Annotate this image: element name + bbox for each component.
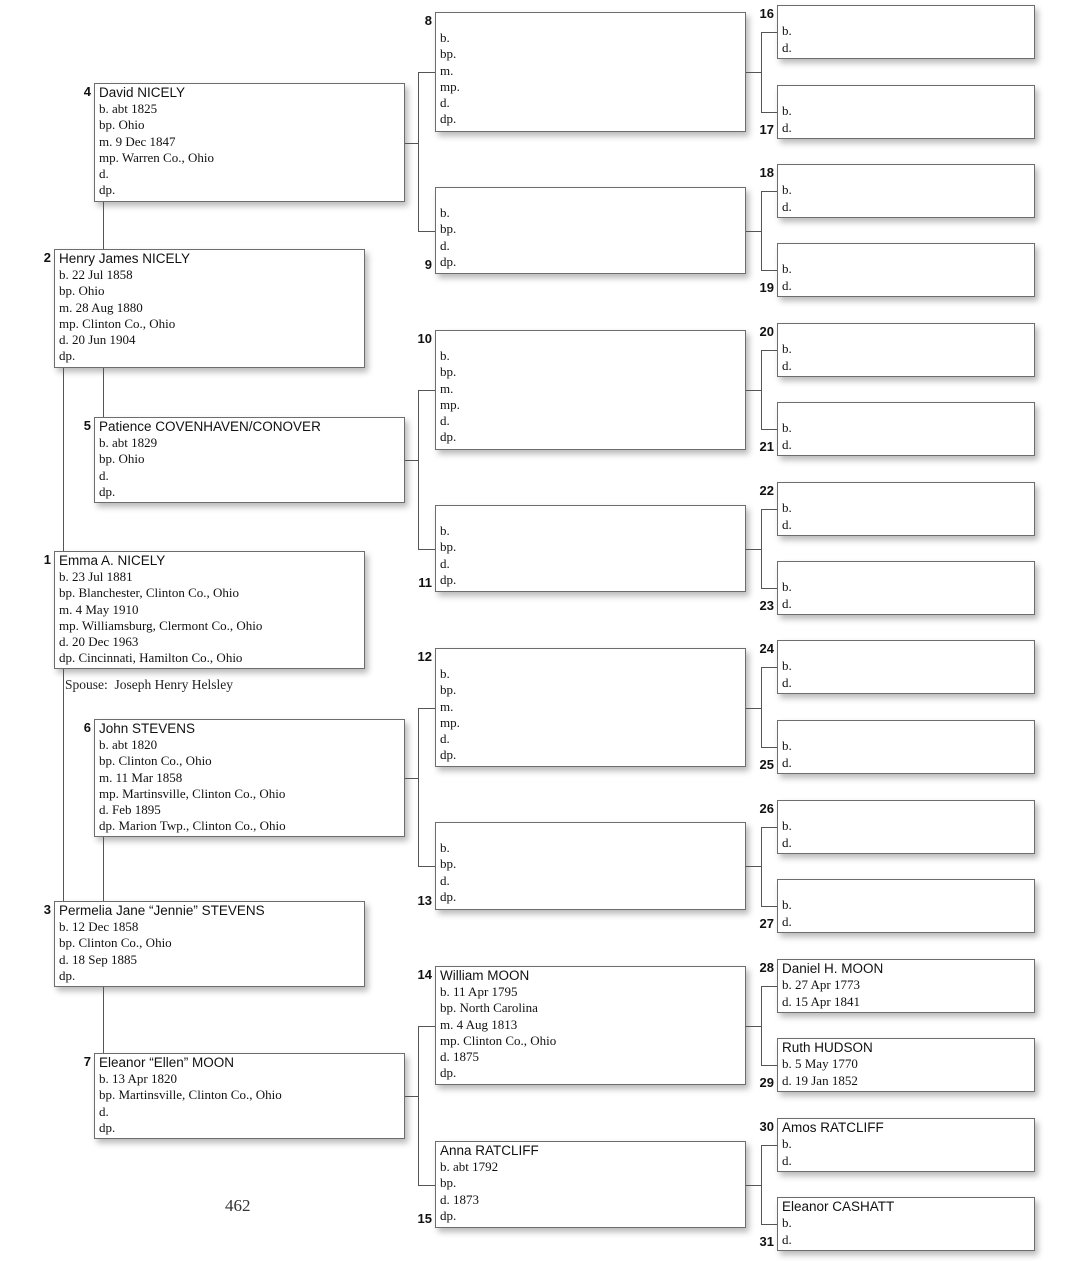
person-detail: d. (440, 413, 450, 429)
person-detail: bp. (440, 539, 457, 555)
person-detail: b. (782, 500, 792, 515)
person-detail: mp. Clinton Co., Ohio (59, 315, 176, 331)
connector-line (761, 191, 762, 271)
person-detail: d. 19 Jan 1852 (782, 1072, 858, 1088)
person-detail: bp. (440, 1175, 457, 1191)
connector-line (761, 32, 762, 113)
person-detail: dp. (99, 182, 116, 198)
connector-line (418, 1185, 435, 1186)
person-name (782, 722, 1034, 738)
person-detail: b. 22 Jul 1858 (59, 267, 133, 282)
person-name (440, 189, 745, 205)
person-detail: mp. Martinsville, Clinton Co., Ohio (99, 785, 286, 801)
person-number: 9 (424, 257, 432, 272)
person-box-29[interactable] (777, 1038, 1035, 1092)
person-number: 1 (43, 552, 51, 567)
connector-line (746, 549, 761, 550)
person-detail: b. (782, 420, 792, 435)
person-box-14[interactable] (435, 966, 746, 1085)
person-box-11[interactable] (435, 505, 746, 592)
person-detail: d. (782, 754, 792, 770)
connector-line (761, 588, 777, 589)
person-detail: d. (782, 198, 792, 214)
person-name (782, 802, 1034, 818)
person-box-3[interactable] (54, 901, 365, 987)
person-detail: b. 5 May 1770 (782, 1056, 858, 1071)
person-number: 30 (759, 1119, 774, 1134)
person-name: Henry James NICELY (59, 251, 191, 266)
person-detail: d. 1873 (440, 1191, 479, 1207)
person-detail: d. (782, 119, 792, 135)
person-number: 21 (759, 439, 774, 454)
person-detail: d. (782, 834, 792, 850)
person-detail: b. (440, 840, 450, 855)
connector-line (405, 143, 418, 144)
person-detail: d. Feb 1895 (99, 802, 161, 818)
person-detail: b. abt 1792 (440, 1159, 499, 1174)
person-detail: mp. (440, 714, 460, 730)
person-detail: d. (782, 436, 792, 452)
person-detail: dp. (440, 429, 457, 445)
person-detail: d. (782, 674, 792, 690)
person-detail: d. (782, 39, 792, 55)
person-detail: dp. (59, 348, 76, 364)
connector-line (761, 1065, 777, 1066)
person-name (782, 166, 1034, 182)
person-box-19[interactable] (777, 243, 1035, 297)
person-box-18[interactable] (777, 164, 1035, 218)
person-box-16[interactable] (777, 5, 1035, 59)
connector-line (761, 906, 777, 907)
person-detail: b. (782, 341, 792, 356)
person-detail: b. abt 1829 (99, 435, 158, 450)
person-name: Eleanor “Ellen” MOON (99, 1055, 235, 1070)
person-number: 25 (759, 757, 774, 772)
person-box-15[interactable] (435, 1141, 746, 1228)
person-detail: d. 15 Apr 1841 (782, 993, 860, 1009)
person-detail: d. (440, 872, 450, 888)
person-detail: m. 9 Dec 1847 (99, 133, 176, 149)
person-detail: m. (440, 380, 454, 396)
person-number: 5 (83, 418, 91, 433)
person-detail: bp. Martinsville, Clinton Co., Ohio (99, 1087, 282, 1103)
connector-line (761, 1145, 762, 1225)
person-name (782, 642, 1034, 658)
person-detail: dp. Marion Twp., Clinton Co., Ohio (99, 818, 286, 834)
connector-line (746, 708, 761, 709)
person-number: 6 (83, 720, 91, 735)
person-box-4[interactable] (94, 83, 405, 202)
person-name: Ruth HUDSON (782, 1040, 873, 1055)
connector-line (761, 112, 777, 113)
person-name (782, 245, 1034, 261)
person-number: 19 (759, 280, 774, 295)
person-name: Eleanor CASHATT (782, 1199, 895, 1214)
person-name (782, 325, 1034, 341)
person-detail: dp. (99, 483, 116, 499)
person-detail: m. 4 Aug 1813 (440, 1016, 518, 1032)
connector-line (761, 747, 777, 748)
person-detail: d. (99, 166, 109, 182)
connector-line (761, 509, 777, 510)
person-detail: bp. Ohio (99, 117, 145, 133)
person-detail: bp. (440, 364, 457, 380)
person-detail: bp. Clinton Co., Ohio (99, 753, 212, 769)
person-detail: b. (782, 1215, 792, 1230)
person-detail: mp. Warren Co., Ohio (99, 149, 214, 165)
person-detail: d. 18 Sep 1885 (59, 951, 137, 967)
connector-line (405, 778, 418, 779)
person-box-6[interactable] (94, 719, 405, 837)
person-detail: bp. North Carolina (440, 1000, 538, 1016)
person-name: Patience COVENHAVEN/CONOVER (99, 419, 321, 434)
person-name (440, 507, 745, 523)
connector-line (761, 350, 762, 430)
person-detail: d. (782, 516, 792, 532)
person-number: 7 (83, 1054, 91, 1069)
person-detail: dp. (99, 1119, 116, 1135)
person-detail: bp. Clinton Co., Ohio (59, 935, 172, 951)
person-number: 27 (759, 916, 774, 931)
connector-line (103, 202, 104, 249)
person-detail: b. (782, 897, 792, 912)
person-detail: d. 20 Jun 1904 (59, 332, 136, 348)
person-box-31[interactable] (777, 1197, 1035, 1251)
person-number: 29 (759, 1075, 774, 1090)
person-box-8[interactable] (435, 12, 746, 132)
person-detail: mp. (440, 396, 460, 412)
person-detail: bp. Ohio (99, 451, 145, 467)
connector-line (418, 549, 435, 550)
person-detail: b. (440, 666, 450, 681)
connector-line (761, 827, 777, 828)
person-box-21[interactable] (777, 402, 1035, 456)
connector-line (63, 669, 64, 901)
person-detail: bp. (440, 682, 457, 698)
connector-line (761, 827, 762, 907)
person-detail: dp. (440, 888, 457, 904)
person-detail: d. (782, 1231, 792, 1247)
person-detail: b. (782, 182, 792, 197)
connector-line (746, 1185, 761, 1186)
person-number: 10 (417, 331, 432, 346)
person-detail: d. (782, 595, 792, 611)
person-detail: dp. (59, 967, 76, 983)
page-number: 462 (225, 1196, 251, 1215)
person-detail: dp. (440, 571, 457, 587)
person-number: 15 (417, 1211, 432, 1226)
person-box-17[interactable] (777, 85, 1035, 139)
person-detail: b. (440, 348, 450, 363)
person-detail: mp. Clinton Co., Ohio (440, 1032, 557, 1048)
person-detail: bp. (440, 46, 457, 62)
person-name: William MOON (440, 968, 530, 983)
person-box-2[interactable] (54, 249, 365, 368)
person-detail: b. (782, 1136, 792, 1151)
person-detail: bp. (440, 856, 457, 872)
person-detail: b. (440, 30, 450, 45)
person-detail: dp. (440, 253, 457, 269)
person-number: 11 (418, 575, 432, 590)
person-detail: b. (782, 261, 792, 276)
person-number: 26 (759, 801, 774, 816)
person-number: 14 (417, 967, 432, 982)
person-detail: b. 13 Apr 1820 (99, 1071, 177, 1086)
connector-line (418, 72, 435, 73)
person-number: 24 (759, 641, 774, 656)
person-detail: b. (782, 738, 792, 753)
person-number: 2 (43, 250, 51, 265)
person-name: Permelia Jane “Jennie” STEVENS (59, 903, 265, 918)
connector-line (761, 350, 777, 351)
person-name: Emma A. NICELY (59, 553, 166, 568)
person-name (782, 7, 1034, 23)
connector-line (418, 708, 419, 867)
connector-line (746, 390, 761, 391)
person-box-20[interactable] (777, 323, 1035, 377)
person-detail: b. (782, 658, 792, 673)
person-detail: d. 1875 (440, 1049, 479, 1065)
person-detail: b. 27 Apr 1773 (782, 977, 860, 992)
connector-line (746, 1026, 761, 1027)
connector-line (418, 72, 419, 232)
person-name (782, 563, 1034, 579)
person-detail: d. (782, 913, 792, 929)
connector-line (761, 429, 777, 430)
person-box-10[interactable] (435, 330, 746, 450)
person-number: 18 (759, 165, 774, 180)
connector-line (761, 191, 777, 192)
person-number: 28 (759, 960, 774, 975)
person-box-30[interactable] (777, 1118, 1035, 1172)
person-number: 23 (759, 598, 774, 613)
person-detail: b. 23 Jul 1881 (59, 569, 133, 584)
connector-line (761, 270, 777, 271)
person-box-28[interactable] (777, 959, 1035, 1013)
connector-line (418, 390, 435, 391)
person-name (782, 484, 1034, 500)
person-detail: d. (99, 1103, 109, 1119)
person-name: Anna RATCLIFF (440, 1143, 539, 1158)
person-detail: bp. Blanchester, Clinton Co., Ohio (59, 585, 240, 601)
person-number: 17 (759, 122, 774, 137)
connector-line (761, 32, 777, 33)
person-detail: m. (440, 698, 454, 714)
person-detail: d. (440, 555, 450, 571)
person-box-12[interactable] (435, 648, 746, 767)
connector-line (63, 368, 64, 551)
connector-line (746, 72, 761, 73)
spouse-label: Spouse: (65, 677, 108, 692)
connector-line (761, 509, 762, 589)
person-detail: mp. Williamsburg, Clermont Co., Ohio (59, 617, 263, 633)
person-name: Daniel H. MOON (782, 961, 884, 976)
person-detail: b. (782, 103, 792, 118)
connector-line (418, 708, 435, 709)
person-box-5[interactable] (94, 417, 405, 503)
person-detail: bp. Ohio (59, 283, 105, 299)
person-detail: m. (440, 62, 454, 78)
connector-line (103, 987, 104, 1053)
person-number: 3 (43, 902, 51, 917)
person-detail: b. abt 1825 (99, 101, 158, 116)
connector-line (761, 1224, 777, 1225)
person-name (440, 332, 745, 348)
person-detail: d. 20 Dec 1963 (59, 634, 139, 650)
connector-line (761, 667, 762, 748)
person-detail: d. (782, 357, 792, 373)
person-box-26[interactable] (777, 800, 1035, 854)
person-detail: m. 4 May 1910 (59, 601, 139, 617)
person-number: 13 (417, 893, 432, 908)
person-detail: m. 28 Aug 1880 (59, 299, 143, 315)
person-name (782, 87, 1034, 103)
person-detail: b. (440, 205, 450, 220)
person-number: 31 (759, 1234, 774, 1249)
person-detail: d. (440, 237, 450, 253)
connector-line (418, 1026, 435, 1027)
person-detail: dp. (440, 1207, 457, 1223)
person-detail: b. abt 1820 (99, 737, 158, 752)
person-box-25[interactable] (777, 720, 1035, 774)
person-detail: d. (782, 1152, 792, 1168)
person-name (440, 824, 745, 840)
person-number: 8 (424, 13, 432, 28)
person-box-23[interactable] (777, 561, 1035, 615)
person-number: 22 (759, 483, 774, 498)
person-detail: b. (440, 523, 450, 538)
person-detail: dp. (440, 747, 457, 763)
connector-line (405, 1096, 418, 1097)
person-detail: dp. (440, 1065, 457, 1081)
person-box-1[interactable] (54, 551, 365, 669)
person-detail: b. (782, 23, 792, 38)
person-box-24[interactable] (777, 640, 1035, 694)
person-box-13[interactable] (435, 822, 746, 910)
person-name (440, 650, 745, 666)
connector-line (103, 368, 104, 417)
person-name (782, 404, 1034, 420)
person-box-9[interactable] (435, 187, 746, 274)
connector-line (746, 231, 761, 232)
person-name (782, 881, 1034, 897)
connector-line (418, 231, 435, 232)
connector-line (761, 667, 777, 668)
connector-line (103, 837, 104, 901)
person-number: 12 (417, 649, 432, 664)
connector-line (746, 866, 761, 867)
person-box-7[interactable] (94, 1053, 405, 1139)
person-box-22[interactable] (777, 482, 1035, 536)
person-number: 4 (83, 84, 91, 99)
person-number: 16 (759, 6, 774, 21)
person-detail: bp. (440, 221, 457, 237)
person-detail: b. (782, 818, 792, 833)
connector-line (405, 460, 418, 461)
person-detail: d. (782, 277, 792, 293)
person-detail: d. (99, 467, 109, 483)
person-detail: b. 11 Apr 1795 (440, 984, 518, 999)
connector-line (761, 1145, 777, 1146)
person-detail: mp. (440, 78, 460, 94)
connector-line (418, 390, 419, 550)
person-detail: d. (440, 95, 450, 111)
person-box-27[interactable] (777, 879, 1035, 933)
person-detail: b. 12 Dec 1858 (59, 919, 139, 934)
connector-line (418, 866, 435, 867)
connector-line (761, 986, 777, 987)
spouse-name: Joseph Henry Helsley (114, 677, 233, 692)
person-name: John STEVENS (99, 721, 196, 736)
person-name: David NICELY (99, 85, 186, 100)
connector-line (418, 1026, 419, 1186)
person-number: 20 (759, 324, 774, 339)
person-name: Amos RATCLIFF (782, 1120, 884, 1135)
person-name (440, 14, 745, 30)
person-detail: m. 11 Mar 1858 (99, 769, 183, 785)
connector-line (761, 986, 762, 1066)
person-detail: d. (440, 731, 450, 747)
person-detail: dp. Cincinnati, Hamilton Co., Ohio (59, 650, 243, 666)
person-detail: b. (782, 579, 792, 594)
spouse-line (65, 677, 233, 693)
person-detail: dp. (440, 111, 457, 127)
